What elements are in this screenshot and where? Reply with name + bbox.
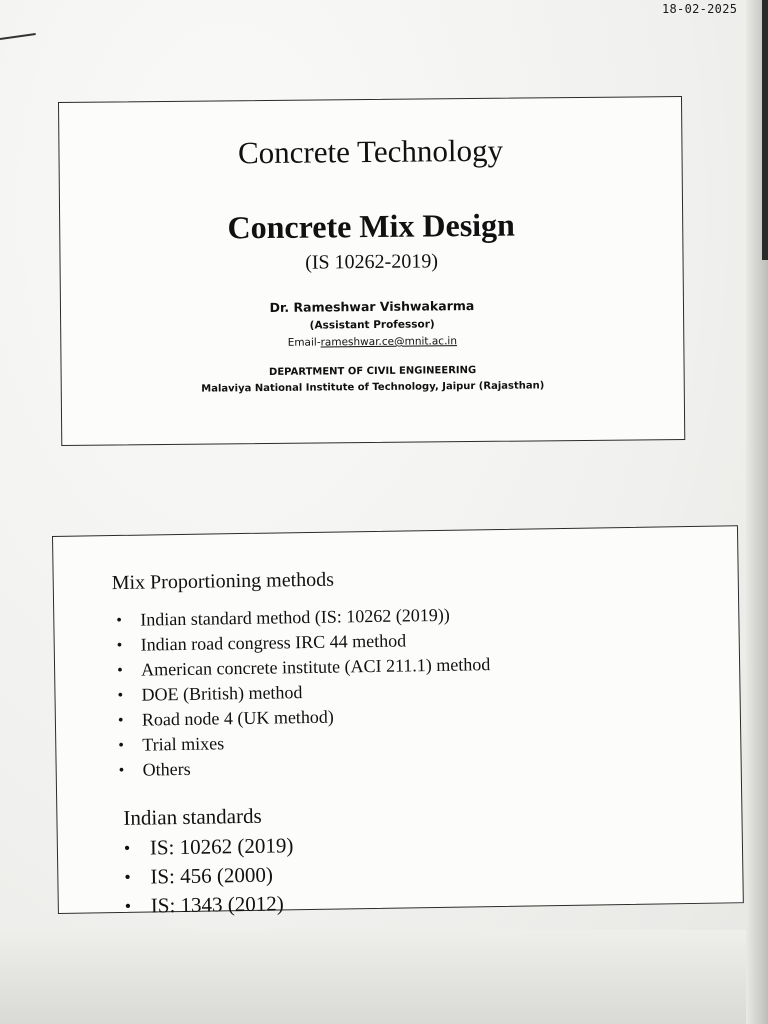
list-item-text: IS: 10262 (2019)	[149, 833, 294, 860]
bullet: •	[117, 686, 124, 704]
standards-heading: Indian standards	[123, 803, 262, 830]
paper-bottom-shadow	[0, 930, 768, 1024]
course-title: Concrete Technology	[237, 132, 504, 171]
title-slide	[58, 96, 685, 446]
author-name: Dr. Rameshwar Vishwakarma	[269, 298, 475, 315]
standard-code: (IS 10262-2019)	[305, 250, 439, 274]
bullet: •	[116, 661, 123, 679]
bullet: •	[117, 711, 124, 729]
page-edge-shadow	[762, 0, 768, 260]
list-item-text: DOE (British) method	[141, 682, 303, 705]
list-item-text: Indian standard method (IS: 10262 (2019))	[140, 604, 450, 630]
lecture-title: Concrete Mix Design	[227, 206, 516, 246]
department: DEPARTMENT OF CIVIL ENGINEERING	[268, 364, 477, 378]
bullet: •	[123, 837, 131, 858]
bullet: •	[124, 895, 132, 916]
bullet: •	[124, 866, 131, 887]
list-item-text: Road node 4 (UK method)	[141, 706, 334, 730]
list-item	[124, 860, 294, 892]
list-item	[125, 889, 295, 921]
bullet: •	[116, 611, 123, 629]
methods-slide	[52, 525, 744, 918]
standards-list	[124, 831, 295, 921]
methods-list	[116, 602, 492, 783]
list-item-text: IS: 456 (2000)	[150, 862, 274, 889]
list-item-text: Trial mixes	[142, 733, 225, 755]
list-item	[118, 752, 492, 783]
date-stamp: 18-02-2025	[662, 2, 738, 16]
methods-heading: Mix Proportioning methods	[111, 568, 335, 595]
author-email	[61, 333, 683, 351]
bullet: •	[118, 761, 125, 779]
list-item-text: American concrete institute (ACI 211.1) method	[140, 654, 491, 680]
list-item-text: IS: 1343 (2012)	[150, 891, 284, 918]
list-item-text: Indian road congress IRC 44 method	[140, 630, 407, 655]
bullet: •	[118, 736, 125, 754]
email-prefix: Email-	[287, 336, 321, 349]
list-item-text: Others	[142, 758, 191, 780]
institute: Malaviya National Institute of Technology, Jaipur (Rajasthan)	[201, 380, 545, 395]
bullet: •	[116, 636, 123, 654]
email-link[interactable]: rameshwar.ce@mnit.ac.in	[320, 335, 458, 349]
list-item	[124, 831, 294, 863]
author-role: (Assistant Professor)	[309, 318, 435, 332]
